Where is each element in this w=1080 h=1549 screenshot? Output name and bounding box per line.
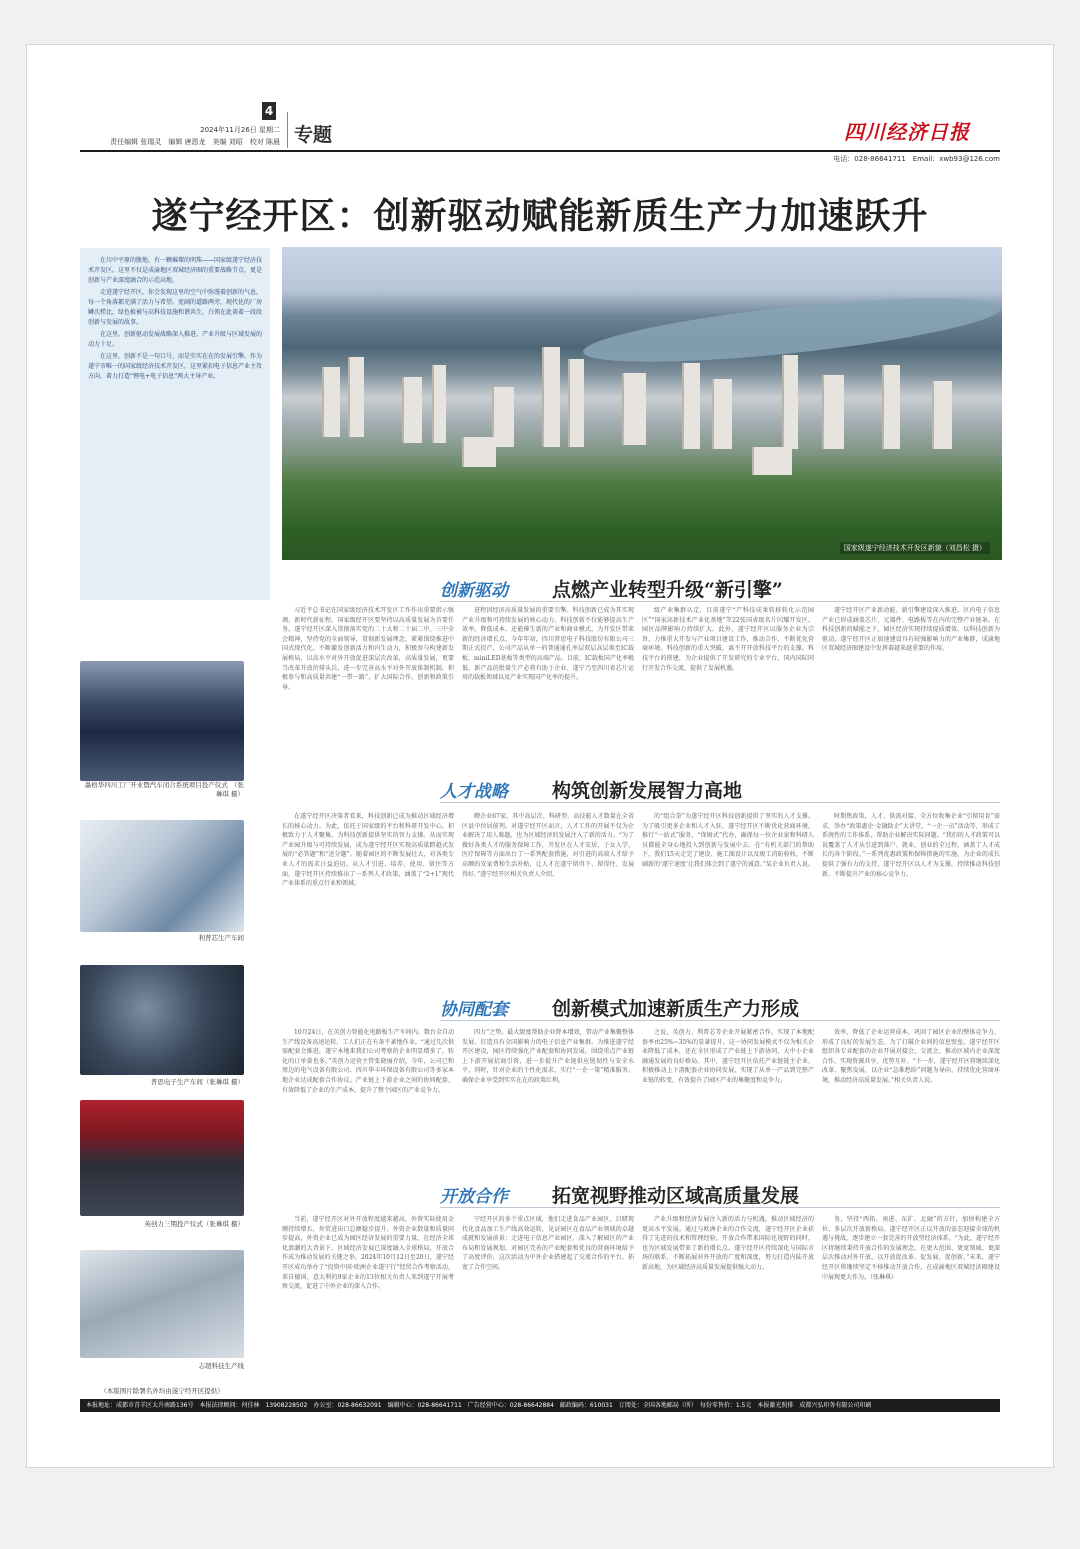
article-paragraph: 务，坚持“西拓、南进、东扩、北融”的方针，加快构建全方位、多层次开放新格局。遂宁经开区正以开放的姿态迎接全球的机遇与挑战，逐步建立一套完善的开放型经济体系。“为此，遂宁经开区将继续秉持开放合作的发展理念，在更大范围、更宽领域、更深层次推动对外开放，以开放促改革、促发展、促创新。”未来，遂宁经开区将继续坚定不移推动开放合作，在成渝地区双城经济圈建设中展现更大作为。（张琳琪） [822, 1216, 1000, 1281]
section-header-collaboration [440, 993, 1000, 1019]
lead-paragraph: 走进遂宁经开区，你会发现这里的空气中弥漫着创新的气息，每一个角落都充满了活力与希望。宽阔的道路两旁，现代化的厂房鳞次栉比，绿色植被与高科技设施和谐共生，白领在此谈着一段段创新与发展的故事。 [88, 289, 263, 326]
aerial-city-photo [282, 247, 1002, 560]
photo-caption: 英创力三期投产仪式（张琳琪 摄） [144, 1220, 244, 1228]
building [622, 373, 646, 445]
building [712, 379, 732, 449]
lead-paragraph: 在川中平原的腹地，有一颗璀璨的明珠——国家级遂宁经济技术开发区。这里不仅是成渝地区双城经济圈的重要战略节点，更是创新与产业深度融合的示范高地。 [88, 257, 263, 284]
header-rule [80, 150, 1000, 152]
section-title: 拓宽视野推动区域高质量发展 [552, 1185, 800, 1207]
article-column [822, 606, 1000, 766]
article-paragraph: 当前，遂宁经开区对外开放程度越来越高，外资实际使用金额持续增长，外贸进出口总额稳步提升。外资企业数量和质量同步提高，外资企业已成为园区经济发展的重要力量。在经济全球化浪潮的大背景下，区域经济发展已深度融入全球格局，开放合作成为推动发展的关键之举。2024年10月12日至20日，遂宁经开区成功举办了“投资中国·欧洲企业遂宁行”经贸合作考察活动，来自德国、意大利的9家企业的13位相关负责人来到遂宁开展考察交流，促进了中外企业的深入合作。 [282, 1216, 454, 1291]
article-column [462, 1028, 634, 1170]
article-column [282, 1028, 454, 1170]
photo-caption: 墨格华四川工厂开业暨汽车闭合系统项目投产仪式 （张琳琪 摄） [84, 781, 244, 798]
article-paragraph: 10月24日，在英创力智能化电路板生产车间内，数台全自动生产线设备高速运转，工人们正在有条不紊地作业。“通过几次供需配套会推进，遂宁本地来我们公司考察的企业明显增多了，转化的订单量也多。”英创力运营主管张晓丽介绍，今年，公司已和周边的电气设备有限公司、四川华丰环保设备有限公司等多家本地企业达成配套合作协议。产业链上下游企业之间的协同配套，有效降低了企业的生产成本，提升了整个园区的产业竞争力。 [282, 1029, 454, 1094]
section-header-openness [440, 1180, 1000, 1206]
article-paragraph: 在遂宁经开区决策者看来，科技创新已成为推动区域经济增长的核心动力。为此，依托于国家级的平台和科研开发中心，积极致力于人才聚集，为科技创新提供坚实的智力支撑。从而实现产业园升级与可持续发展，成为遂宁经开区实现高质量跨越式发展的“必答题”和“送分题”。随着园区的不断发展壮大，对各类专业人才的需求日益迫切。从人才引进、培养、使用、留住等方面，遂宁经开区持续推出了一系列人才政策，涵盖了“2+1”现代产业体系的重点行业和领域。 [282, 813, 454, 888]
article-paragraph: 级产业集群认定，目前遂宁“产科技成果转移转化示范园区”“国家高新技术产业化基地”等22张国省级名片闪耀开发区。园区品牌影响力持续扩大。此外，遂宁经开区以服务企业为宗旨，力推重大开发与产业项目建设工作，推动合作，不断优化营商环境。科技创新的重大突破，离不开开放科技平台的支撑。科技平台的搭建，为企业提供了开发研究的专业平台，国内国际同行开发合作交流，提供了发展机遇。 [642, 607, 814, 672]
article-column [462, 1215, 634, 1391]
newspaper-masthead: 四川经济日报 [844, 120, 970, 144]
building [782, 355, 798, 449]
article-paragraph: 时期焦政策，人才、供需对接、全方位收集企业“引留用育”需求，举办“政策惠企·金融助企”大讲堂、“一企一员”活动等，形成了系统性的工作体系，帮助企业解决实际问题。“我们的人才政策可以说覆盖了人才从引进到落户、就业、创业的全过程，涵盖了人才成长的各个阶段。”一系列优惠政策和保障措施的实施，为企业的成长提供了强有力的支持，遂宁经开区以人才为支撑，持续推动科技创新，不断提升产业的核心竞争力。 [822, 813, 1000, 878]
section-title: 点燃产业转型升级“新引擎” [552, 579, 783, 601]
hero-caption: 国家级遂宁经济技术开发区新貌（刘昌松 摄） [840, 542, 990, 554]
section-rule [440, 802, 1000, 803]
editors-credit: 责任编辑 张瑞灵 编辑 唐恩龙 美编 刘昭 校对 陈晨 [110, 138, 280, 146]
article-paragraph: 四力”之势。最大限度帮助企业降本增效，带动产业集聚整体发展，打造具有全国影响力的电子信息产业集群。为推进遂宁经开区建设，园区持续强化产业配套和协同发展，围绕重点产业链上下游开展招商引资，进一步提升产业链供应链韧性与安全水平，同时，针对企业的个性化需求，实行“一企一策”精准服务，确保企业享受到实实在在的政策红利。 [462, 1029, 634, 1084]
building [682, 363, 700, 449]
lead-paragraph: 在这里，创新驱动发展战略深入推进，产业升级与区域发展的动力十足。 [88, 331, 263, 348]
section-rule [440, 601, 1000, 602]
building [462, 437, 496, 467]
section-title: 构筑创新发展智力高地 [552, 780, 743, 802]
building [322, 367, 340, 437]
photo-caption: 利普芯生产车间 [198, 934, 244, 942]
article-paragraph: 进程因经济高质量发展的重要引擎。科技创新已成为其实现产业升级和可持续发展的核心动力。科技创新不仅能够提高生产效率，降低成本，还能催生新的产业和商业模式，为开发区带来新的经济增长点。今年年初，四川普思电子科技股份有限公司三期正式投产，公司产品从单一的普通通孔率层双层高层堆至IC载板、miniLED基板等类型的高端产品。目前，IC载板国产化率极低，新产品的批量生产必将有助于企业、遂宁乃至四川省芯片运用的载板领域以及产业实现国产化率的提升。 [462, 607, 634, 682]
production-line-photo [80, 1250, 244, 1358]
article-column [282, 606, 454, 766]
section-tag: 开放合作 [440, 1187, 508, 1207]
photo-caption: 普思电子生产车间（张琳琪 摄） [150, 1078, 244, 1086]
article-column [642, 606, 814, 766]
section-header-talent [440, 775, 1000, 801]
section-title: 创新模式加速新质生产力形成 [552, 998, 800, 1020]
electronics-workshop-photo [80, 965, 244, 1075]
page-number: 4 [262, 102, 276, 120]
article-column [642, 1215, 814, 1391]
article-paragraph: 之说，英创力、利普芯等企业开展紧密合作，实现了本地配套率由25%~35%的显著提升。这一协同发展模式不仅为相关企业降低了成本，还在全区形成了产业链上下游协同、大中小企业融通发展的良好格局。其中，遂宁经开区依托产业链链主企业，积极推动上下游配套企业协同发展，实现了从单一产品到完整产业链的转变，有效提升了园区产业的集聚度和竞争力。 [642, 1029, 814, 1084]
lead-paragraph: 在这里，创新不是一句口号，而是实实在在的发展引擎。作为遂宁市唯一的国家级经济技术开发区，这里紧扣电子信息产业主攻方向，着力打造“锂电+电子信息”两大主导产业。 [88, 353, 263, 380]
building [542, 347, 560, 447]
lead-box [80, 248, 270, 600]
article-column [822, 812, 1000, 982]
building [348, 357, 364, 437]
article-column [642, 812, 814, 982]
photo-caption: 志超科技生产线 [198, 1362, 244, 1370]
building [822, 375, 844, 449]
article-column [462, 606, 634, 766]
photo-credit-note: （本版图片除署名外均由遂宁经开区提供） [100, 1387, 224, 1395]
contact-info: 电话：028-86641711 Email：xwb93@126.com [833, 155, 1000, 163]
article-paragraph: 遂宁经开区产业新动能、新引擎建设深入推进。区内电子信息产业已形成涵盖芯片、元器件、电路板等在内的完整产业链条。在科技创新的赋能之下，园区经济实现持续提质增效。以科技创新为驱动，遂宁经开区正加速建设具有较强影响力的产业集群，成渝地区双城经济圈建设中发挥着越来越重要的作用。 [822, 607, 1000, 653]
section-rule [440, 1207, 1000, 1208]
article-column [462, 812, 634, 982]
section-rule [440, 1020, 1000, 1021]
main-headline: 遂宁经开区：创新驱动赋能新质生产力加速跃升 [151, 195, 929, 237]
article-column [642, 1028, 814, 1170]
section-tag: 创新驱动 [440, 581, 508, 601]
factory-opening-photo [80, 661, 244, 781]
header-separator [287, 112, 288, 148]
section-tag: 协同配套 [440, 1000, 508, 1020]
article-paragraph: 产业升级和经济发展注入新的活力与机遇。推动区域经济的更高水平发展。通过与欧洲企业的合作交流，遂宁经开区企业获得了先进的技术和管理经验，开放合作带来国际化视野的同时，也为区域发展带来了新的增长点。遂宁经开区持续深化与国际市场的联系，不断拓展对外开放的广度和深度，努力打造内陆开放新高地，为区域经济高质量发展提供强大动力。 [642, 1216, 814, 1271]
article-paragraph: 习近平总书记在国家级经济技术开发区工作作出重要指示强调，新时代新征程，国家级经开区要坚持以高质量发展为首要任务。遂宁经开区深入贯彻落实党的二十大和二十届二中、三中全会精神，坚持党的全面领导，贯彻新发展理念，紧紧围绕推进中国式现代化。不断激发创新活力和内生动力，积极参与构建新发展格局，以高水平对外开放促进深层次改革，高质量发展，更要当改革开放的排头兵，进一步完善高水平对外开放体制机制，积极参与和高质量共建“一带一路”，扩大国际合作，创新和政策引导。 [282, 607, 454, 691]
building [432, 365, 446, 443]
article-paragraph: 的“组合拳”为遂宁经开区科技创新提供了坚实的人才支撑。为了吸引更多企业和人才入驻，遂宁经开区不断优化营商环境，推行“一站式”服务、“保姆式”代办，确保每一位企业家和科研人员都能全身心地投入到创新与发展中去。在“有机关部门的帮助下，我们15天走完了建设、施工图设计以及竣工消防验收，不断刷新的‘遂宁速度’让我们体会到了遂宁的诚意。”某企业负责人说。 [642, 813, 814, 868]
building [568, 359, 584, 447]
footer-info-bar: 本报地址：成都市青羊区太升南路136号 本报法律顾问：何佳林 13908228502 办公室：028-86632091 编辑中心：028-86641711 广告经营中心：028-86642884 邮政编码：610031 订阅处：全国各地邮局（所） 每份零售价：1.5元 本报激光照排 成都兴弘印务有限公司印刷 [80, 1399, 1000, 1412]
building [932, 381, 952, 449]
building [402, 377, 422, 443]
section-tag: 人才战略 [440, 782, 508, 802]
section-label: 专题 [294, 124, 333, 146]
issue-date: 2024年11月26日 星期二 [200, 126, 280, 134]
article-column [282, 1215, 454, 1391]
article-column [822, 1028, 1000, 1170]
building [752, 447, 792, 475]
article-paragraph: 聘企业67家，其中高层次、科研型、高技能人才数量在全省区县中位居前列。对遂宁经开区而言，人才工作的开展不仅为企业解决了用人难题，也为区域经济的发展注入了新的活力。“为了做好各类人才的服务保障工作，开发区在人才安居、子女入学、医疗保障等方面出台了一系列配套措施，对引进的高端人才给予高额的安家费和生活补贴，让人才在遂宁留得下、留得住、发展得好。”遂宁经开区相关负责人介绍。 [462, 813, 634, 878]
ceremony-photo [80, 1100, 244, 1216]
section-header-innovation [440, 574, 1000, 600]
building [882, 365, 900, 449]
article-column [822, 1215, 1000, 1391]
production-workshop-photo [80, 820, 244, 932]
article-paragraph: 效率，降低了企业运营成本，巩固了园区企业的整体竞争力，形成了良好的发展生态。为了打破企业间的信息壁垒，遂宁经开区组织各专业配套的企业开展对接会、交流会，推动区域内企业深度合作，实现资源共享、优势互补。“下一步，遂宁经开区将继续深化改革、聚焦发展，以企业“急难愁盼”问题为导向，持续优化营商环境，推动经济高质量发展。”相关负责人说。 [822, 1029, 1000, 1084]
article-paragraph: 宁经开区的多个重点区域，他们走进食品产业园区，目睹现代化食品加工生产线高效运转，见证园区在食品产业领域的卓越成就和发展前景；走进电子信息产业园区，深入了解园区的产业布局和发展规划，对园区完善的产业配套和优良的营商环境给予了高度评价。这次活动为中外企业搭建起了交流合作的平台，拓宽了合作空间。 [462, 1216, 634, 1271]
article-column [282, 812, 454, 982]
